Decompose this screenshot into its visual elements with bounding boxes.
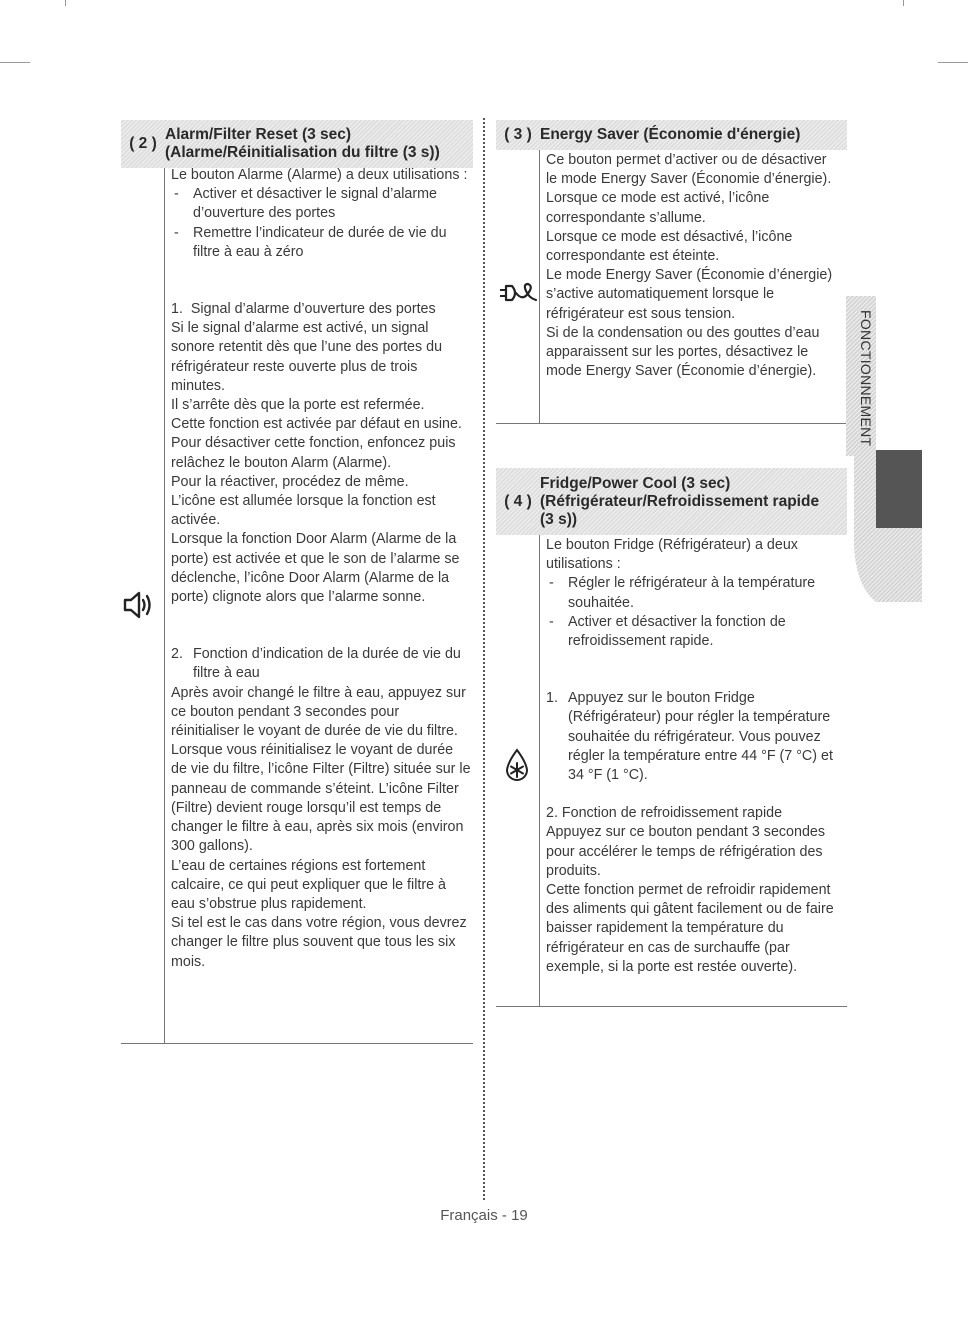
section-title-line: Fridge/Power Cool (3 sec) [540,474,731,492]
paragraph: Ce bouton permet d’activer ou de désactiver le mode Energy Saver (Économie d’énergie). [546,152,832,188]
item-number: 1. [546,690,558,707]
numbered-item [546,689,844,785]
section-4-header [496,468,847,535]
crop-mark [0,62,30,63]
paragraph: Cette fonction permet de refroidir rapidement des aliments qui gâtent facilement ou de faire baisser rapidement la température du réfrigérateur en cas de surchauffe (par exemple, si la porte est restée ouverte). [546,882,834,975]
paragraph: Lorsque ce mode est désactivé, l’icône correspondante est éteinte. [546,228,793,265]
crop-mark [65,0,66,6]
column-rule [539,535,540,1007]
paragraph: Pour désactiver cette fonction, enfoncez puis relâchez le bouton Alarm (Alarme). [171,435,456,471]
section-number: ( 2 ) [129,135,157,152]
section-title: Energy Saver (Économie d'énergie) [540,126,801,143]
item-text: Appuyez sur le bouton Fridge (Réfrigérateur) pour régler la température souhaitée du réfrigérateur. Vous pouvez régler la température entre 44 °F (7 °C) et 34 °F (1 °C). [568,690,833,784]
section-title-line: (Réfrigérateur/Refroidissement rapide [540,492,820,510]
intro-text: Le bouton Fridge (Réfrigérateur) a deux utilisations : [546,537,798,573]
paragraph: Pour la réactiver, procédez de même. [171,473,409,490]
section-2-body [171,166,471,972]
paragraph: Lorsque la fonction Door Alarm (Alarme de la porte) est activée et que le son de l’alarme se déclenche, l’icône Door Alarm (Alarme de la porte) clignote alors que l’alarme sonne. [171,531,460,606]
paragraph: Après avoir changé le filtre à eau, appuyez sur ce bouton pendant 3 secondes pour réinitialiser le voyant de durée de vie du filtre. Lorsque vous réinitialisez le voyant de durée de vie du filtre, l’icône Filter (Filtre) située sur le panneau de commande s’éteint. L’icône Filter (Filtre) devient rouge lorsqu’il est temps de changer le filtre à eau, après six mois (environ 300 gallons). [171,684,471,855]
section-title-line: Alarm/Filter Reset (3 sec) [165,126,352,143]
section-title [540,475,819,529]
section-number: ( 3 ) [504,126,532,143]
item-number: 1. [171,301,183,318]
snowflake-drop-icon [503,748,531,784]
section-title [165,126,440,162]
paragraph: Si de la condensation ou des gouttes d’eau apparaissent sur les portes, désactivez le mode Energy Saver (Économie d’énergie). [546,324,820,380]
section-title-line: (Alarme/Réinitialisation du filtre (3 s)) [165,144,440,161]
paragraph: Appuyez sur ce bouton pendant 3 secondes pour accélérer le temps de réfrigération des produits. [546,824,825,879]
paragraph: Il s’arrête dès que la porte est refermée. [171,397,425,414]
section-number: ( 4 ) [504,492,532,510]
speaker-alarm-icon [122,590,156,620]
section-3-header [496,120,847,150]
crop-mark [938,62,968,63]
paragraph: Cette fonction est activée par défaut en usine. [171,416,462,433]
bullet-item: - Activer et désactiver la fonction de refroidissement rapide. [546,613,844,651]
numbered-heading: 2. Fonction de refroidissement rapide [546,805,783,822]
section-bottom-rule [496,1006,847,1007]
column-divider [483,118,485,1200]
paragraph: Lorsque ce mode est activé, l’icône correspondante s’allume. [546,190,770,226]
section-bottom-rule [121,1043,473,1044]
energy-plug-icon [498,280,538,304]
section-3-body [546,151,841,381]
item-title: Signal d’alarme d’ouverture des portes [190,301,436,318]
column-rule [164,168,165,1044]
section-title-line: (3 s)) [540,510,578,528]
page-footer: Français - 19 [440,1207,528,1224]
item-number: 2. [171,646,183,663]
bullet-item: - Activer et désactiver le signal d’alarme d’ouverture des portes [171,185,471,223]
paragraph: L’icône est allumée lorsque la fonction est activée. [171,493,436,529]
paragraph: Si le signal d’alarme est activé, un signal sonore retentit dès que l’une des portes du réfrigérateur reste ouverte plus de trois minutes. [171,320,443,394]
numbered-heading [171,645,471,683]
section-4-body [546,536,844,977]
numbered-heading [171,300,471,319]
section-2-header [121,120,473,168]
bullet-item: - Remettre l’indicateur de durée de vie du filtre à eau à zéro [171,224,471,262]
side-tab-label: FONCTIONNEMENT [858,309,874,447]
paragraph: Si tel est le cas dans votre région, vous devrez changer le filtre plus souvent que tous les six mois. [171,915,467,970]
paragraph: Le mode Energy Saver (Économie d’énergie) s’active automatiquement lorsque le réfrigérateur est sous tension. [546,267,833,322]
intro-text: Le bouton Alarme (Alarme) a deux utilisations : [171,167,468,183]
item-title: Fonction d’indication de la durée de vie du filtre à eau [193,646,461,682]
crop-mark [903,0,904,6]
column-rule [539,150,540,424]
bullet-item: - Régler le réfrigérateur à la température souhaitée. [546,574,844,612]
paragraph: L’eau de certaines régions est fortement calcaire, ce qui peut expliquer que le filtre à eau s’obstrue plus rapidement. [171,857,446,912]
section-bottom-rule [496,423,847,424]
